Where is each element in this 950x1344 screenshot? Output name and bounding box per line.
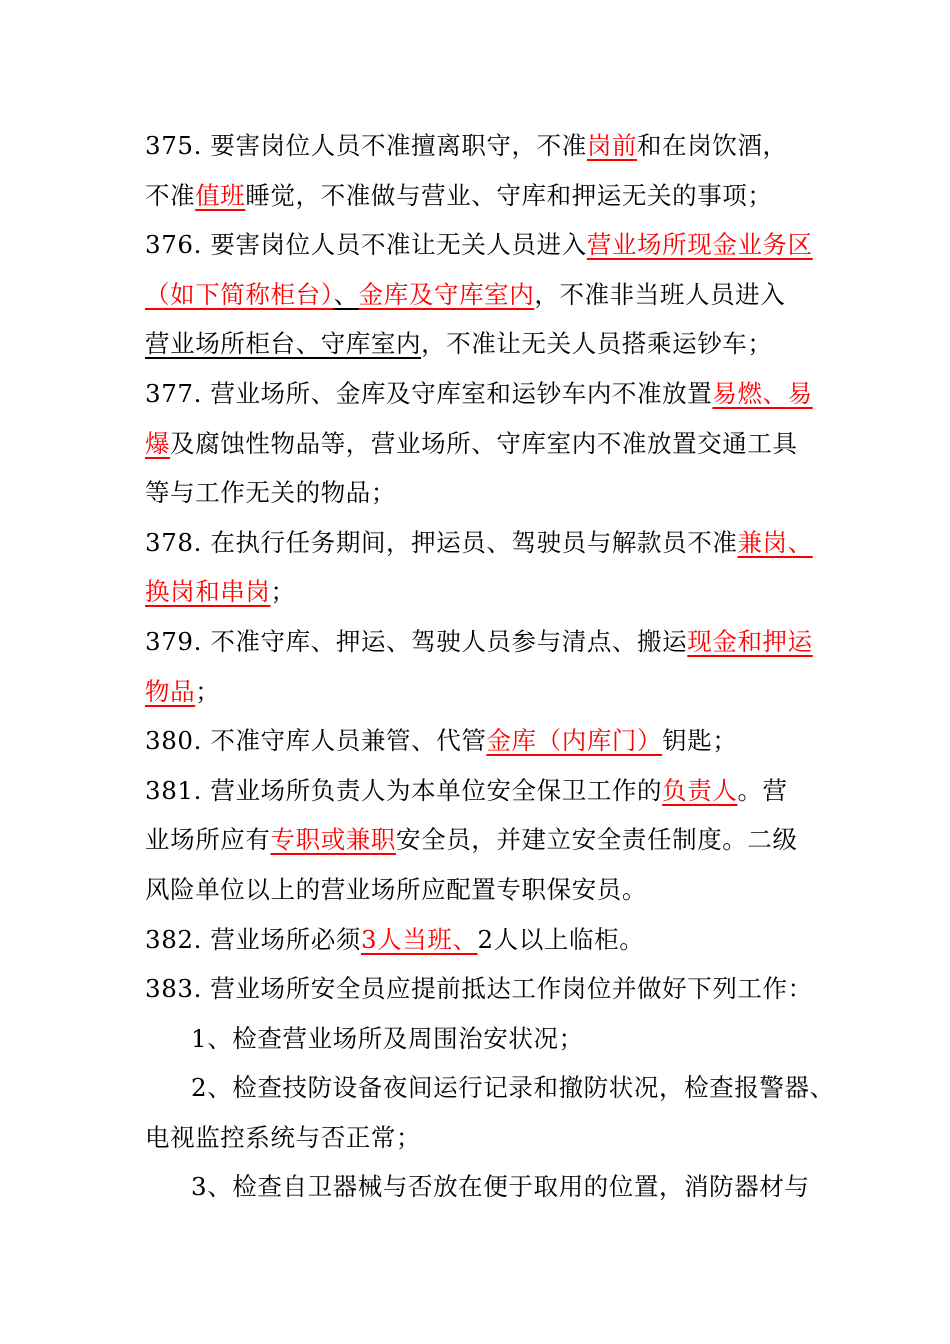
text-segment: ，不准非当班人员进入	[534, 279, 786, 309]
text-line	[145, 567, 815, 617]
highlighted-answer: 现金和押运	[687, 626, 813, 656]
text-line	[145, 667, 815, 717]
highlighted-answer: 负责人	[662, 775, 738, 805]
text-segment: 376. 要害岗位人员不准让无关人员进入	[145, 230, 587, 260]
highlighted-answer: 专职或兼职	[270, 825, 396, 855]
text-segment: 业场所应有	[145, 825, 271, 855]
text-segment: 3、检查自卫器械与否放在便于取用的位置，消防器材与	[191, 1172, 810, 1202]
text-line	[145, 171, 815, 221]
text-line	[145, 1113, 815, 1163]
highlighted-answer: 营业场所现金业务区	[586, 230, 813, 260]
text-segment: ，不准让无关人员搭乘运钞车；	[421, 329, 773, 359]
text-line	[145, 121, 815, 171]
highlighted-answer: （如下简称柜台）	[145, 279, 334, 309]
highlighted-answer: 爆	[145, 428, 171, 458]
text-line	[145, 766, 815, 816]
text-segment: 等与工作无关的物品；	[145, 478, 396, 508]
text-line	[145, 518, 815, 568]
text-segment: 电视监控系统与否正常；	[145, 1122, 422, 1152]
text-line	[145, 468, 815, 518]
highlighted-answer: 兼岗、	[737, 527, 813, 557]
text-line	[145, 865, 815, 915]
highlighted-answer: 岗前	[586, 131, 638, 160]
text-segment: ；	[195, 676, 221, 706]
text-segment: 377. 营业场所、金库及守库室和运钞车内不准放置	[145, 378, 713, 408]
text-segment: 383. 营业场所安全员应提前抵达工作岗位并做好下列工作：	[145, 974, 813, 1004]
text-line	[145, 369, 815, 419]
text-segment: 钥匙；	[662, 726, 738, 756]
text-line	[145, 1162, 815, 1212]
text-line	[145, 1063, 835, 1113]
text-segment: ；	[270, 577, 296, 607]
text-segment: 380. 不准守库人员兼管、代管	[145, 726, 487, 756]
text-line	[145, 964, 815, 1014]
highlighted-answer: 金库（内库门）	[486, 726, 663, 756]
text-segment: 风险单位以上的营业场所应配置专职保安员。	[145, 874, 647, 904]
text-line	[145, 1014, 815, 1064]
highlighted-answer: 3人当班、	[360, 924, 478, 954]
text-line	[145, 915, 815, 965]
text-segment: 382. 营业场所必须	[145, 924, 361, 954]
highlighted-answer: 值班	[195, 180, 246, 210]
text-segment: 及腐蚀性物品等，营业场所、守库室内不准放置交通工具	[170, 428, 798, 458]
highlighted-answer: 易燃、易	[712, 378, 813, 408]
highlighted-answer: 物品	[145, 676, 196, 706]
text-segment: 营业场所柜台、守库室内	[145, 329, 422, 359]
text-segment: 和在岗饮酒，	[637, 131, 788, 160]
text-segment: 2人以上临柜。	[477, 924, 645, 954]
text-line	[145, 220, 815, 270]
highlighted-answer: 金库及守库室内	[358, 279, 535, 309]
text-segment: 379. 不准守库、押运、驾驶人员参与清点、搬运	[145, 626, 688, 656]
text-line	[145, 815, 815, 865]
text-segment: 。营	[737, 775, 788, 805]
text-line	[145, 419, 815, 469]
text-segment: 1、检查营业场所及周围治安状况；	[191, 1023, 584, 1053]
text-segment: 2、检查技防设备夜间运行记录和撤防状况，检查报警器、	[191, 1073, 835, 1103]
document-page	[145, 121, 835, 1212]
text-segment: 、	[333, 279, 359, 309]
text-segment: 375. 要害岗位人员不准擅离职守，不准	[145, 131, 587, 160]
text-segment: 安全员，并建立安全责任制度。二级	[396, 825, 798, 855]
text-segment: 不准	[145, 180, 196, 210]
highlighted-answer: 换岗和串岗	[145, 577, 271, 607]
text-line	[145, 617, 815, 667]
text-segment: 睡觉，不准做与营业、守库和押运无关的事项；	[245, 180, 773, 210]
text-line	[145, 716, 815, 766]
text-line	[145, 319, 815, 369]
text-segment: 378. 在执行任务期间，押运员、驾驶员与解款员不准	[145, 527, 738, 557]
text-line	[145, 270, 815, 320]
text-segment: 381. 营业场所负责人为本单位安全保卫工作的	[145, 775, 663, 805]
